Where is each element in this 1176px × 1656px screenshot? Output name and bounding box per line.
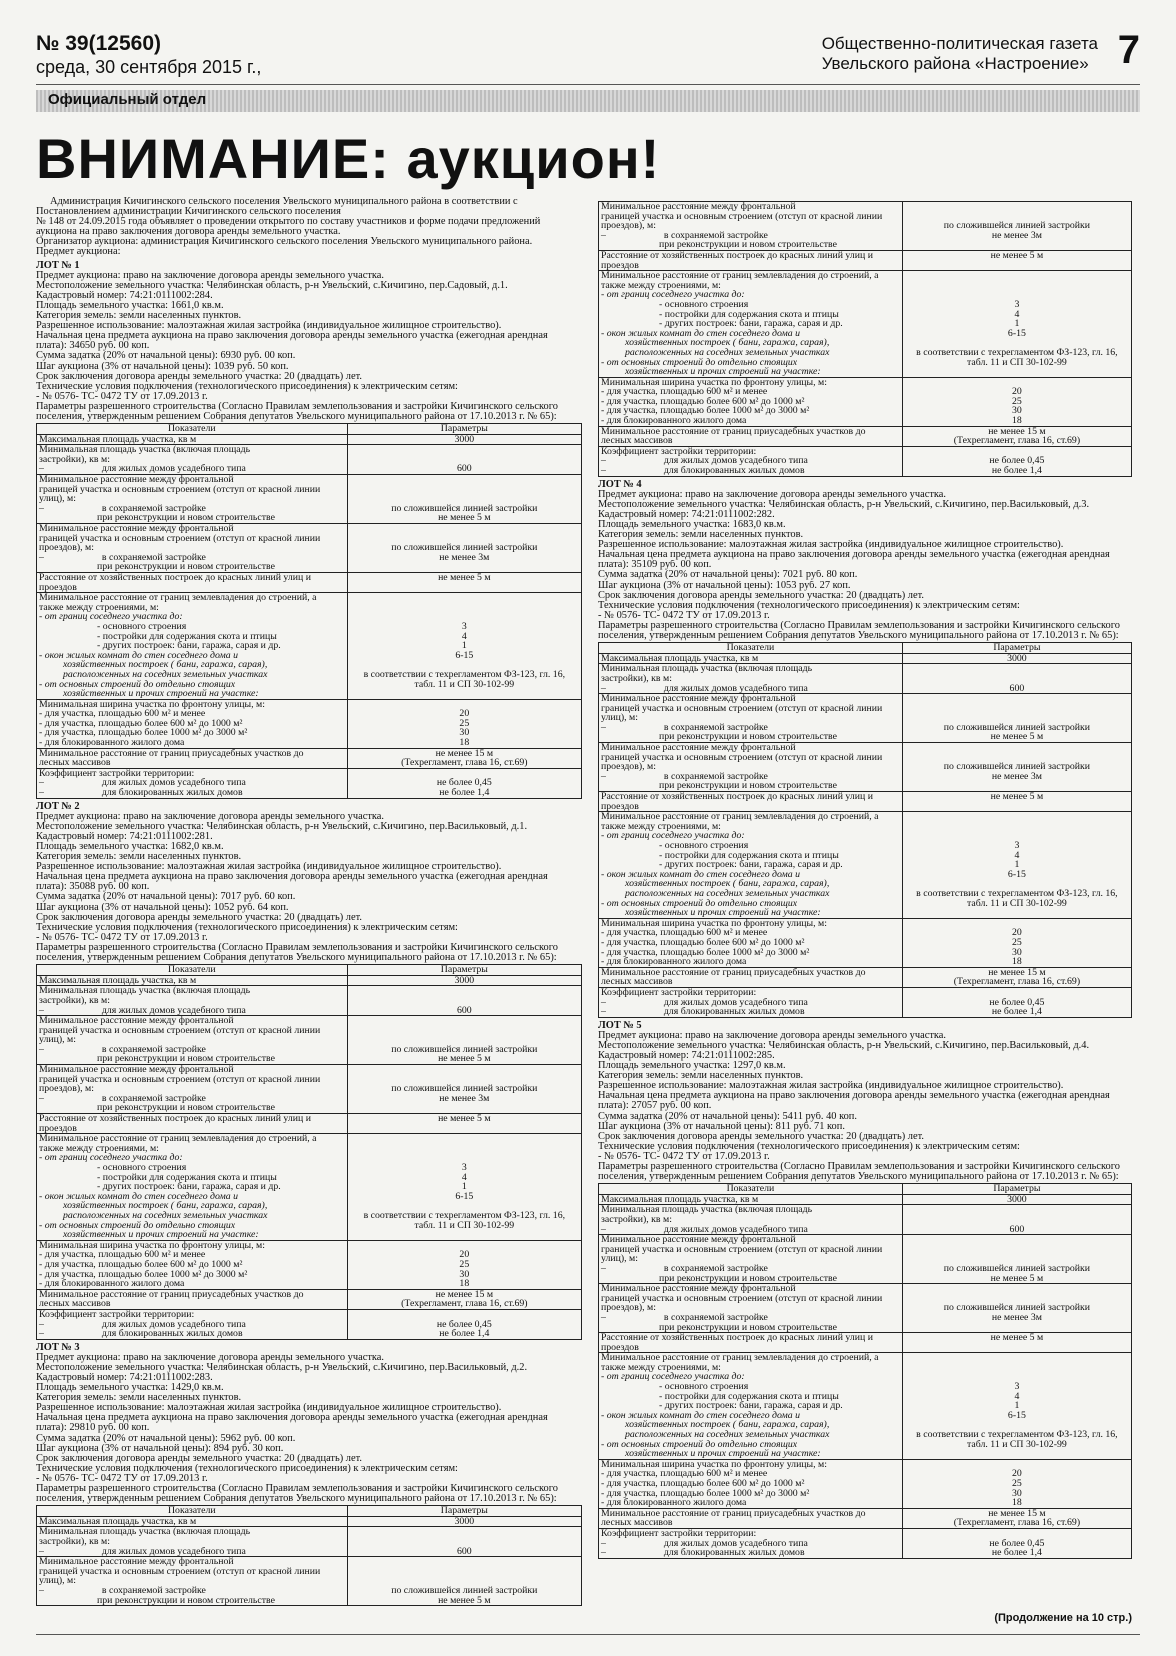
- text-line: Местоположение земельного участка: Челябинская область, р-н Увельский, с.Кичигино, пер.Васильковый, д.1.: [36, 821, 528, 832]
- table-row: Минимальное расстояние между фронтальной границей участка и основным строением (отступ от красной линии улиц), м: – в сохраняемой застройке при реконструкции и новом строительстве по сложившейся линией застройки не менее 5 м: [37, 475, 582, 524]
- table-header-row: Показатели Параметры: [599, 643, 1132, 654]
- text-line: - № 0576- ТС- 0472 ТУ от 17.09.2013 г.: [36, 391, 208, 402]
- text-line: поселения, утвержденным решением Собрания депутатов Увельского муниципального района от 17.10.2013 г. № 65):: [36, 411, 557, 422]
- table-header-row: Показатели Параметры: [37, 424, 582, 435]
- table-row: Минимальное расстояние от границ землевладения до строений, а также между строениями, м: - от границ соседнего участка до: - основного строения - постройки для содержания скота и птицы - других построек: бани, гаража, сарая и др. - окон жилых комнат до стен соседнего дома и хозяйственных построек ( бани, гаража, сарая), расположенных на соседних земельных участках - от основных строений до отдельно стоящих хозяйственных и прочих строений на участке: 3 4 1 6-15 в соответствии с техрегламентом ФЗ-123, гл. 16, табл. 11 и СП 30-102-99: [599, 271, 1132, 378]
- text-line: - № 0576- ТС- 0472 ТУ от 17.09.2013 г.: [36, 932, 208, 943]
- table-row: Коэффициент застройки территории: – для жилых домов усадебного типа – для блокированных жилых домов не более 0,45 не более 1,4: [599, 1528, 1132, 1558]
- text-line: ЛОТ № 3: [36, 1342, 80, 1353]
- text-line: Местоположение земельного участка: Челябинская область, р-н Увельский, с.Кичигино, пер.Васильковый, д.2.: [36, 1362, 528, 1373]
- text-line: Срок заключения договора аренды земельного участка: 20 (двадцать) лет.: [36, 1453, 362, 1464]
- table-row: Расстояние от хозяйственных построек до красных линий улиц и проездов не менее 5 м: [37, 572, 582, 592]
- text-line: Разрешенное использование: малоэтажная жилая застройка (индивидуальное жилищное строительство).: [598, 1081, 1064, 1092]
- text-line: Предмет аукциона: право на заключение договора аренды земельного участка.: [598, 489, 946, 500]
- table-row: Расстояние от хозяйственных построек до красных линий улиц и проездов не менее 5 м: [599, 250, 1132, 270]
- text-line: плата): 29810 руб. 00 коп.: [36, 1423, 150, 1434]
- text-line: Срок заключения договора аренды земельного участка: 20 (двадцать) лет.: [36, 371, 362, 382]
- text-line: Шаг аукциона (3% от начальной цены): 1039 руб. 50 коп.: [36, 361, 289, 372]
- parameters-table: [36, 964, 582, 1340]
- lot-4: [598, 480, 1132, 1018]
- text-line: Сумма задатка (20% от начальной цены): 5411 руб. 40 коп.: [598, 1111, 857, 1122]
- table-row: Расстояние от хозяйственных построек до красных линий улиц и проездов не менее 5 м: [599, 792, 1132, 812]
- table-row: Минимальная площадь участка (включая площадь застройки), кв м: – для жилых домов усадебного типа 600: [37, 445, 582, 475]
- section-title: Официальный отдел: [48, 91, 207, 108]
- text-line: - № 0576- ТС- 0472 ТУ от 17.09.2013 г.: [598, 610, 770, 621]
- lot-5: [598, 1021, 1132, 1559]
- headline: ВНИМАНИЕ: аукцион!: [36, 127, 661, 190]
- table-row: Расстояние от хозяйственных построек до красных линий улиц и проездов не менее 5 м: [37, 1114, 582, 1134]
- text-line: Категория земель: земли населенных пунктов.: [36, 852, 242, 863]
- text-line: Параметры разрешенного строительства (Согласно Правилам землепользования и застройки Кичигинского сельского: [36, 1484, 558, 1494]
- text-line: плата): 35109 руб. 00 коп.: [598, 560, 712, 571]
- table-row: Минимальное расстояние между фронтальной границей участка и основным строением (отступ от красной линии проездов), м: – в сохраняемой застройке при реконструкции и новом строительстве по сложившейся линией застройки не менее 3м: [37, 524, 582, 573]
- text-line: Сумма задатка (20% от начальной цены): 6930 руб. 00 коп.: [36, 351, 296, 362]
- text-line: Параметры разрешенного строительства (Согласно Правилам землепользования и застройки Кичигинского сельского: [598, 620, 1120, 631]
- text-line: Начальная цена предмета аукциона на право заключения договора аренды земельного участка (ежегодная арендная: [36, 872, 548, 883]
- table-row: Минимальная площадь участка (включая площадь застройки), кв м: – для жилых домов усадебного типа 600: [37, 1527, 582, 1557]
- text-line: Начальная цена предмета аукциона на право заключения договора аренды земельного участка (ежегодная арендная: [598, 1091, 1110, 1102]
- text-line: Начальная цена предмета аукциона на право заключения договора аренды земельного участка (ежегодная арендная: [36, 1413, 548, 1424]
- lot-1: [36, 261, 582, 799]
- text-line: Технические условия подключения (технологического присоединения) к электрическим сетям:: [36, 381, 458, 392]
- text-line: Местоположение земельного участка: Челябинская область, р-н Увельский, с.Кичигино, пер.Васильковый, д.4.: [598, 1040, 1090, 1051]
- lot-2: [36, 802, 582, 1340]
- text-line: Параметры разрешенного строительства (Согласно Правилам землепользования и застройки Кичигинского сельского: [598, 1162, 1120, 1172]
- parameters-table: [598, 1183, 1132, 1559]
- text-line: Категория земель: земли населенных пунктов.: [598, 530, 804, 541]
- column-right: [598, 200, 1132, 1561]
- table-row: Минимальная площадь участка (включая площадь застройки), кв м: – для жилых домов усадебного типа 600: [599, 664, 1132, 694]
- table-row: Минимальное расстояние между фронтальной границей участка и основным строением (отступ от красной линии проездов), м: – в сохраняемой застройке при реконструкции и новом строительстве по сложившейся линией застройки не менее 3м: [37, 1065, 582, 1114]
- text-line: Срок заключения договора аренды земельного участка: 20 (двадцать) лет.: [36, 912, 362, 923]
- text-line: поселения, утвержденным решением Собрания депутатов Увельского муниципального района от 17.10.2013 г. № 65):: [36, 1494, 557, 1505]
- table-row: Коэффициент застройки территории: – для жилых домов усадебного типа – для блокированных жилых домов не более 0,45 не более 1,4: [37, 768, 582, 798]
- text-line: Срок заключения договора аренды земельного участка: 20 (двадцать) лет.: [598, 1131, 924, 1142]
- column-left: [36, 197, 582, 1608]
- text-line: Предмет аукциона: право на заключение договора аренды земельного участка.: [36, 270, 384, 281]
- text-line: Начальная цена предмета аукциона на право заключения договора аренды земельного участка (ежегодная арендная: [36, 331, 548, 342]
- table-row: Минимальное расстояние от границ землевладения до строений, а также между строениями, м: - от границ соседнего участка до: - основного строения - постройки для содержания скота и птицы - других построек: бани, гаража, сарая и др. - окон жилых комнат до стен соседнего дома и хозяйственных построек ( бани, гаража, сарая), расположенных на соседних земельных участках - от основных строений до отдельно стоящих хозяйственных и прочих строений на участке: 3 4 1 6-15 в соответствии с техрегламентом ФЗ-123, гл. 16, табл. 11 и СП 30-102-99: [599, 1353, 1132, 1460]
- table-row: Минимальная ширина участка по фронтону улицы, м: - для участка, площадью 600 м² и менее - для участка, площадью более 600 м² до 1000 м² - для участка, площадью более 1000 м² до 3000 м² - для блокированного жилого дома 20 25 30 18: [599, 918, 1132, 967]
- text-line: Шаг аукциона (3% от начальной цены): 811 руб. 71 коп.: [598, 1121, 845, 1132]
- table-row: Минимальное расстояние от границ землевладения до строений, а также между строениями, м: - от границ соседнего участка до: - основного строения - постройки для содержания скота и птицы - других построек: бани, гаража, сарая и др. - окон жилых комнат до стен соседнего дома и хозяйственных построек ( бани, гаража, сарая), расположенных на соседних земельных участках - от основных строений до отдельно стоящих хозяйственных и прочих строений на участке: 3 4 1 6-15 в соответствии с техрегламентом ФЗ-123, гл. 16, табл. 11 и СП 30-102-99: [599, 812, 1132, 919]
- text-line: Шаг аукциона (3% от начальной цены): 1053 руб. 27 коп.: [598, 580, 851, 591]
- table-row: Максимальная площадь участка, кв м 3000: [37, 1516, 582, 1527]
- text-line: № 148 от 24.09.2015 года объявляет о проведении открытого по составу участников и форме подачи предложений: [36, 217, 541, 228]
- text-line: ЛОТ № 5: [598, 1020, 642, 1031]
- table-row: Максимальная площадь участка, кв м 3000: [599, 1194, 1132, 1205]
- text-line: Площадь земельного участка: 1297,0 кв.м.: [598, 1061, 786, 1072]
- masthead: [36, 28, 1140, 90]
- text-line: Кадастровый номер: 74:21:0111002:285.: [598, 1050, 775, 1061]
- table-row: Минимальное расстояние от границ приусадебных участков до лесных массивов не менее 15 м (Техрегламент, глава 16, ст.69): [37, 1289, 582, 1309]
- lot-3: [36, 1343, 582, 1606]
- text-line: Разрешенное использование: малоэтажная жилая застройка (индивидуальное жилищное строительство).: [36, 321, 502, 332]
- parameters-table: [36, 1505, 582, 1606]
- table-row: Минимальное расстояние между фронтальной границей участка и основным строением (отступ от красной линии проездов), м: – в сохраняемой застройке при реконструкции и новом строительстве по сложившейся линией застройки не менее 3м: [599, 1284, 1132, 1333]
- table-row: Минимальное расстояние между фронтальной границей участка и основным строением (отступ от красной линии проездов), м: – в сохраняемой застройке при реконструкции и новом строительстве по сложившейся линией застройки не менее 3м: [599, 202, 1132, 251]
- text-line: Технические условия подключения (технологического присоединения) к электрическим сетям:: [36, 922, 458, 933]
- table-row: Минимальное расстояние от границ землевладения до строений, а также между строениями, м: - от границ соседнего участка до: - основного строения - постройки для содержания скота и птицы - других построек: бани, гаража, сарая и др. - окон жилых комнат до стен соседнего дома и хозяйственных построек ( бани, гаража, сарая), расположенных на соседних земельных участках - от основных строений до отдельно стоящих хозяйственных и прочих строений на участке: 3 4 1 6-15 в соответствии с техрегламентом ФЗ-123, гл. 16, табл. 11 и СП 30-102-99: [37, 1134, 582, 1241]
- text-line: Категория земель: земли населенных пунктов.: [36, 1393, 242, 1404]
- intro: [36, 197, 582, 258]
- text-line: Площадь земельного участка: 1429,0 кв.м.: [36, 1383, 224, 1394]
- parameters-table: [598, 642, 1132, 1018]
- text-line: Кадастровый номер: 74:21:0111002:282.: [598, 509, 775, 520]
- text-line: поселения, утвержденным решением Собрания депутатов Увельского муниципального района от 17.10.2013 г. № 65):: [598, 631, 1119, 642]
- text-line: Разрешенное использование: малоэтажная жилая застройка (индивидуальное жилищное строительство).: [598, 540, 1064, 551]
- table-row: Минимальное расстояние между фронтальной границей участка и основным строением (отступ от красной линии улиц), м: – в сохраняемой застройке при реконструкции и новом строительстве по сложившейся линией застройки не менее 5 м: [37, 1016, 582, 1065]
- table-row: Коэффициент застройки территории: – для жилых домов усадебного типа – для блокированных жилых домов не более 0,45 не более 1,4: [599, 446, 1132, 476]
- text-line: Предмет аукциона: право на заключение договора аренды земельного участка.: [598, 1030, 946, 1041]
- table-row: Минимальное расстояние между фронтальной границей участка и основным строением (отступ от красной линии проездов), м: – в сохраняемой застройке при реконструкции и новом строительстве по сложившейся линией застройки не менее 3м: [599, 743, 1132, 792]
- text-line: Сумма задатка (20% от начальной цены): 5962 руб. 00 коп.: [36, 1433, 296, 1444]
- table-row: Минимальное расстояние между фронтальной границей участка и основным строением (отступ от красной линии улиц), м: – в сохраняемой застройке при реконструкции и новом строительстве по сложившейся линией застройки не менее 5 м: [599, 694, 1132, 743]
- table-row: Минимальное расстояние от границ землевладения до строений, а также между строениями, м: - от границ соседнего участка до: - основного строения - постройки для содержания скота и птицы - других построек: бани, гаража, сарая и др. - окон жилых комнат до стен соседнего дома и хозяйственных построек ( бани, гаража, сарая), расположенных на соседних земельных участках - от основных строений до отдельно стоящих хозяйственных и прочих строений на участке: 3 4 1 6-15 в соответствии с техрегламентом ФЗ-123, гл. 16, табл. 11 и СП 30-102-99: [37, 593, 582, 700]
- table-row: Минимальная ширина участка по фронтону улицы, м: - для участка, площадью 600 м² и менее - для участка, площадью более 600 м² до 1000 м² - для участка, площадью более 1000 м² до 3000 м² - для блокированного жилого дома 20 25 30 18: [37, 699, 582, 748]
- table-row: Минимальная площадь участка (включая площадь застройки), кв м: – для жилых домов усадебного типа 600: [599, 1205, 1132, 1235]
- lot-3-table-continued: [598, 201, 1132, 477]
- text-line: ЛОТ № 2: [36, 801, 80, 812]
- text-line: Кадастровый номер: 74:21:0111002:281.: [36, 831, 213, 842]
- text-line: ЛОТ № 1: [36, 260, 80, 271]
- text-line: Разрешенное использование: малоэтажная жилая застройка (индивидуальное жилищное строительство).: [36, 862, 502, 873]
- table-header-row: Показатели Параметры: [599, 1184, 1132, 1195]
- text-line: плата): 27057 руб. 00 коп.: [598, 1101, 712, 1112]
- text-line: ЛОТ № 4: [598, 479, 642, 490]
- table-row: Коэффициент застройки территории: – для жилых домов усадебного типа – для блокированных жилых домов не более 0,45 не более 1,4: [37, 1309, 582, 1339]
- text-line: аукциона на право заключения договора аренды земельного участка.: [36, 227, 341, 238]
- section-bar: [36, 90, 1140, 112]
- text-line: Параметры разрешенного строительства (Согласно Правилам землепользования и застройки Кичигинского сельского: [36, 401, 558, 412]
- text-line: Сумма задатка (20% от начальной цены): 7021 руб. 80 коп.: [598, 570, 858, 581]
- text-line: Категория земель: земли населенных пунктов.: [36, 311, 242, 322]
- text-line: Технические условия подключения (технологического присоединения) к электрическим сетям:: [36, 1463, 458, 1474]
- text-line: - № 0576- ТС- 0472 ТУ от 17.09.2013 г.: [598, 1151, 770, 1162]
- table-row: Минимальная ширина участка по фронтону улицы, м: - для участка, площадью 600 м² и менее - для участка, площадью более 600 м² до 1000 м² - для участка, площадью более 1000 м² до 3000 м² - для блокированного жилого дома 20 25 30 18: [37, 1240, 582, 1289]
- text-line: Площадь земельного участка: 1683,0 кв.м.: [598, 520, 786, 530]
- newspaper-name: Общественно-политическая газета Увельского района «Настроение»: [821, 34, 1098, 73]
- parameters-table: [598, 201, 1132, 477]
- text-line: Категория земель: земли населенных пунктов.: [598, 1071, 804, 1082]
- text-line: Технические условия подключения (технологического присоединения) к электрическим сетям:: [598, 1141, 1020, 1152]
- header-rule: [36, 84, 1140, 85]
- text-line: Предмет аукциона: право на заключение договора аренды земельного участка.: [36, 1352, 384, 1363]
- table-row: Максимальная площадь участка, кв м 3000: [599, 653, 1132, 664]
- text-line: Площадь земельного участка: 1661,0 кв.м.: [36, 300, 224, 311]
- table-header-row: Показатели Параметры: [37, 1506, 582, 1517]
- text-line: - № 0576- ТС- 0472 ТУ от 17.09.2013 г.: [36, 1473, 208, 1484]
- text-line: Местоположение земельного участка: Челябинская область, р-н Увельский, с.Кичигино, пер.Васильковый, д.3.: [598, 499, 1090, 510]
- text-line: Постановлением администрации Кичигинского сельского поселения: [36, 207, 341, 218]
- table-row: Минимальное расстояние между фронтальной границей участка и основным строением (отступ от красной линии улиц), м: – в сохраняемой застройке при реконструкции и новом строительстве по сложившейся линией застройки не менее 5 м: [599, 1235, 1132, 1284]
- text-line: Срок заключения договора аренды земельного участка: 20 (двадцать) лет.: [598, 590, 924, 601]
- text-line: Шаг аукциона (3% от начальной цены): 894 руб. 30 коп.: [36, 1443, 284, 1454]
- text-line: Предмет аукциона: право на заключение договора аренды земельного участка.: [36, 811, 384, 822]
- parameters-table: [36, 423, 582, 799]
- table-row: Максимальная площадь участка, кв м 3000: [37, 975, 582, 986]
- text-line: Разрешенное использование: малоэтажная жилая застройка (индивидуальное жилищное строительство).: [36, 1403, 502, 1414]
- table-row: Расстояние от хозяйственных построек до красных линий улиц и проездов не менее 5 м: [599, 1333, 1132, 1353]
- text-line: плата): 35088 руб. 00 коп.: [36, 882, 150, 893]
- text-line: Технические условия подключения (технологического присоединения) к электрическим сетям:: [598, 600, 1020, 611]
- page-number: 7: [1117, 28, 1140, 72]
- table-row: Минимальная площадь участка (включая площадь застройки), кв м: – для жилых домов усадебного типа 600: [37, 986, 582, 1016]
- table-row: Минимальное расстояние от границ приусадебных участков до лесных массивов не менее 15 м (Техрегламент, глава 16, ст.69): [599, 426, 1132, 446]
- table-row: Коэффициент застройки территории: – для жилых домов усадебного типа – для блокированных жилых домов не более 0,45 не более 1,4: [599, 987, 1132, 1017]
- table-row: Минимальное расстояние от границ приусадебных участков до лесных массивов не менее 15 м (Техрегламент, глава 16, ст.69): [599, 967, 1132, 987]
- table-header-row: Показатели Параметры: [37, 965, 582, 976]
- text-line: поселения, утвержденным решением Собрания депутатов Увельского муниципального района от 17.10.2013 г. № 65):: [598, 1172, 1119, 1183]
- text-line: Кадастровый номер: 74:21:0111002:284.: [36, 290, 213, 301]
- table-row: Максимальная площадь участка, кв м 3000: [37, 434, 582, 445]
- footer-rule: [36, 1634, 1140, 1635]
- text-line: Сумма задатка (20% от начальной цены): 7017 руб. 60 коп.: [36, 892, 296, 903]
- text-line: Начальная цена предмета аукциона на право заключения договора аренды земельного участка (ежегодная арендная: [598, 550, 1110, 561]
- text-line: Параметры разрешенного строительства (Согласно Правилам землепользования и застройки Кичигинского сельского: [36, 942, 558, 953]
- continuation-note: (Продолжение на 10 стр.): [994, 1612, 1132, 1624]
- table-row: Минимальное расстояние от границ приусадебных участков до лесных массивов не менее 15 м (Техрегламент, глава 16, ст.69): [37, 748, 582, 768]
- text-line: Местоположение земельного участка: Челябинская область, р-н Увельский, с.Кичигино, пер.Садовый, д.1.: [36, 280, 508, 291]
- table-row: Минимальное расстояние от границ приусадебных участков до лесных массивов не менее 15 м (Техрегламент, глава 16, ст.69): [599, 1508, 1132, 1528]
- issue-date: среда, 30 сентября 2015 г.,: [36, 57, 262, 77]
- text-line: Администрация Кичигинского сельского поселения Увельского муниципального района в соответствии с: [50, 197, 518, 207]
- table-row: Минимальная ширина участка по фронтону улицы, м: - для участка, площадью 600 м² и менее - для участка, площадью более 600 м² до 1000 м² - для участка, площадью более 1000 м² до 3000 м² - для блокированного жилого дома 20 25 30 18: [599, 1459, 1132, 1508]
- issue-number: № 39(12560): [36, 32, 161, 55]
- table-row: Минимальное расстояние между фронтальной границей участка и основным строением (отступ от красной линии улиц), м: – в сохраняемой застройке при реконструкции и новом строительстве по сложившейся линией застройки не менее 5 м: [37, 1557, 582, 1606]
- text-line: Площадь земельного участка: 1682,0 кв.м.: [36, 842, 224, 852]
- table-row: Минимальная ширина участка по фронтону улицы, м: - для участка, площадью 600 м² и менее - для участка, площадью более 600 м² до 1000 м² - для участка, площадью более 1000 м² до 3000 м² - для блокированного жилого дома 20 25 30 18: [599, 377, 1132, 426]
- text-line: поселения, утвержденным решением Собрания депутатов Увельского муниципального района от 17.10.2013 г. № 65):: [36, 953, 557, 964]
- text-line: плата): 34650 руб. 00 коп.: [36, 341, 150, 352]
- text-line: Шаг аукциона (3% от начальной цены): 1052 руб. 64 коп.: [36, 902, 289, 913]
- text-line: Организатор аукциона: администрация Кичигинского сельского поселения Увельского муниципального района.: [36, 237, 533, 248]
- text-line: Кадастровый номер: 74:21:0111002:283.: [36, 1372, 213, 1383]
- text-line: Предмет аукциона:: [36, 247, 121, 258]
